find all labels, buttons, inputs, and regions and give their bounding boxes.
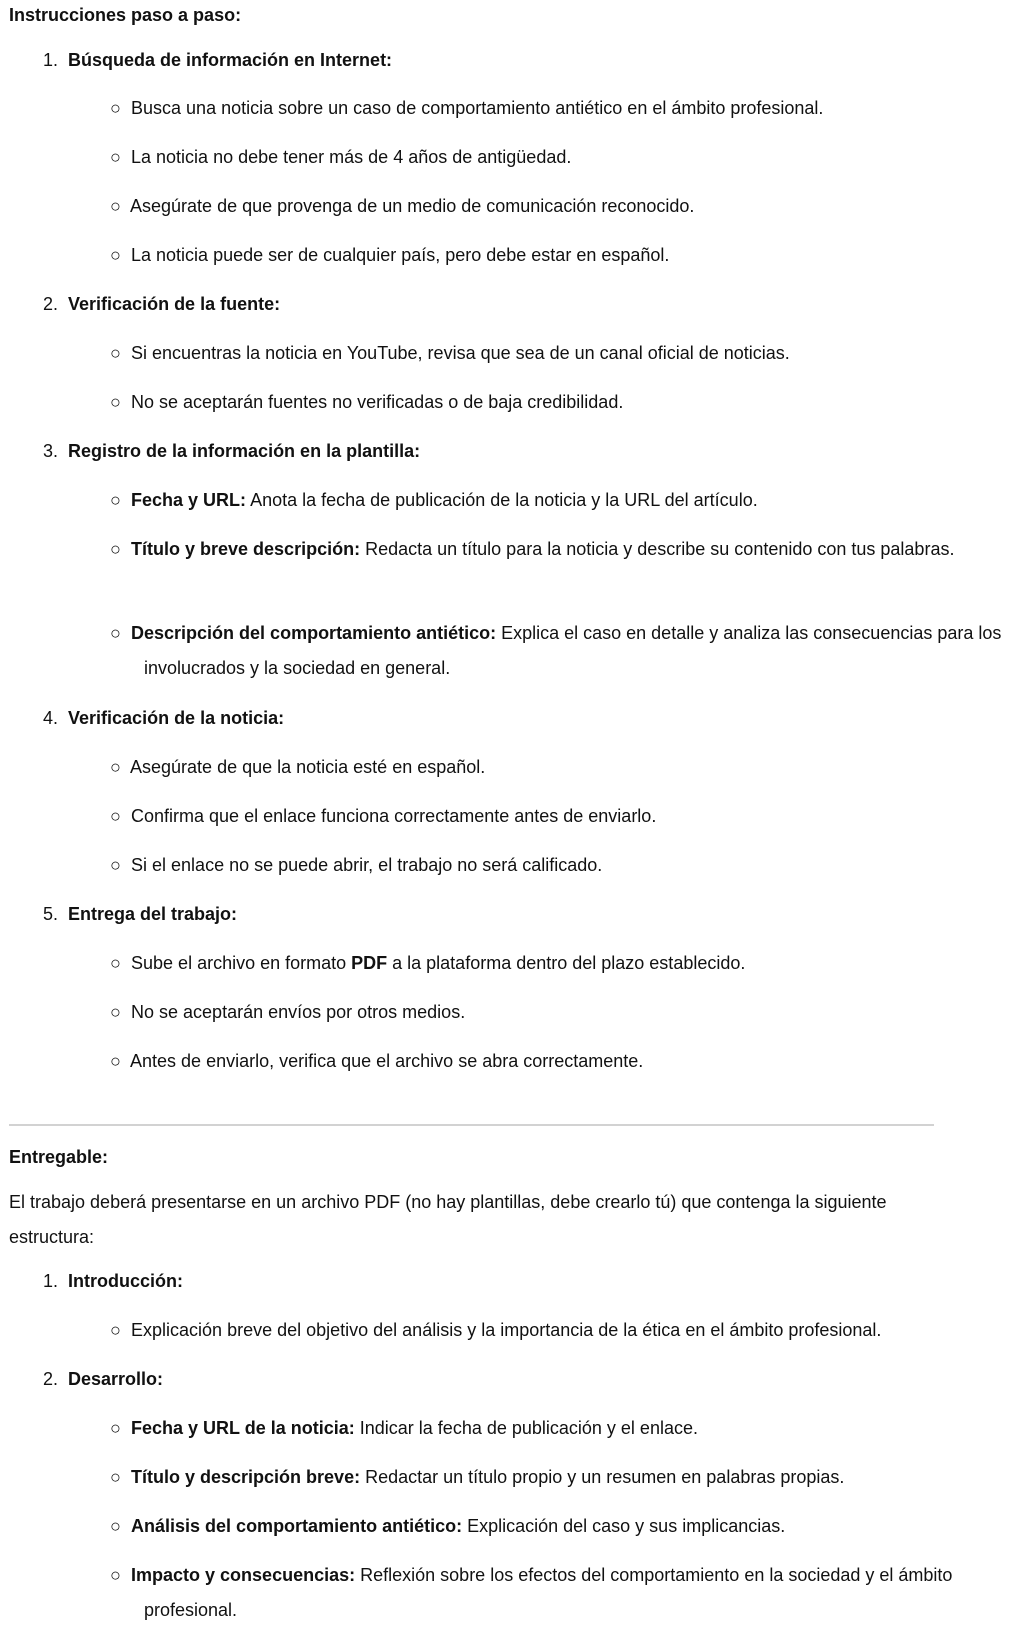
step-number: 1. bbox=[43, 50, 59, 70]
step-3 bbox=[43, 434, 420, 469]
bullet-circle-icon: ○ bbox=[110, 245, 121, 265]
step-2 bbox=[43, 287, 280, 322]
bullet-circle-icon: ○ bbox=[110, 806, 121, 826]
step-5 bbox=[43, 897, 237, 932]
bullet-item: ○ Asegúrate de que provenga de un medio de comunicación reconocido. bbox=[110, 189, 1004, 224]
section-number: 2. bbox=[43, 1369, 59, 1389]
bullet-circle-icon: ○ bbox=[110, 392, 121, 412]
section-title: Introducción: bbox=[68, 1271, 184, 1291]
deliverable-section-2 bbox=[43, 1362, 163, 1397]
bullet-item: ○ No se aceptarán envíos por otros medios. bbox=[110, 995, 1004, 1030]
bullet-item: ○ Fecha y URL: Anota la fecha de publicación de la noticia y la URL del artículo. bbox=[110, 483, 1004, 518]
bullet-circle-icon: ○ bbox=[110, 490, 121, 510]
bullet-circle-icon: ○ bbox=[110, 539, 121, 559]
bullet-circle-icon: ○ bbox=[110, 1418, 121, 1438]
deliverable-heading: Entregable: bbox=[9, 1147, 109, 1167]
deliverable-section-1 bbox=[43, 1264, 183, 1299]
bullet-circle-icon: ○ bbox=[110, 1002, 121, 1022]
bullet-item: ○ Si encuentras la noticia en YouTube, revisa que sea de un canal oficial de noticias. bbox=[110, 336, 1004, 371]
bullet-circle-icon: ○ bbox=[110, 1320, 121, 1340]
bullet-circle-icon: ○ bbox=[110, 1565, 121, 1585]
bullet-item: ○ Antes de enviarlo, verifica que el archivo se abra correctamente. bbox=[110, 1044, 1004, 1079]
bullet-item: ○ Busca una noticia sobre un caso de comportamiento antiético en el ámbito profesional. bbox=[110, 91, 1004, 126]
bullet-circle-icon: ○ bbox=[110, 623, 121, 643]
bullet-circle-icon: ○ bbox=[110, 1516, 121, 1536]
bullet-item: ○ Fecha y URL de la noticia: Indicar la fecha de publicación y el enlace. bbox=[110, 1411, 1004, 1446]
bullet-item: ○ Explicación breve del objetivo del análisis y la importancia de la ética en el ámbito profesional. bbox=[110, 1313, 1004, 1348]
bullet-circle-icon: ○ bbox=[110, 1467, 121, 1487]
step-title: Verificación de la fuente: bbox=[68, 294, 281, 314]
step-number: 5. bbox=[43, 904, 59, 924]
bullet-item: ○ Análisis del comportamiento antiético: Explicación del caso y sus implicancias. bbox=[110, 1509, 1004, 1544]
step-title: Registro de la información en la plantilla: bbox=[68, 441, 421, 461]
step-title: Verificación de la noticia: bbox=[68, 708, 285, 728]
bullet-circle-icon: ○ bbox=[110, 855, 121, 875]
bullet-item: ○ Impacto y consecuencias: Reflexión sobre los efectos del comportamiento en la sociedad y el ámbito profesional. bbox=[110, 1558, 1004, 1628]
bullet-circle-icon: ○ bbox=[110, 343, 121, 363]
bullet-item: ○ Descripción del comportamiento antiético: Explica el caso en detalle y analiza las consecuencias para los involucrados y la sociedad en general. bbox=[110, 616, 1004, 686]
section-divider bbox=[9, 1124, 934, 1126]
bullet-item: ○ Título y descripción breve: Redactar un título propio y un resumen en palabras propias. bbox=[110, 1460, 1004, 1495]
bullet-item: ○ Confirma que el enlace funciona correctamente antes de enviarlo. bbox=[110, 799, 1004, 834]
section-number: 1. bbox=[43, 1271, 59, 1291]
bullet-circle-icon: ○ bbox=[110, 196, 121, 216]
bullet-item: ○ Asegúrate de que la noticia esté en español. bbox=[110, 750, 1004, 785]
bullet-circle-icon: ○ bbox=[110, 953, 121, 973]
bullet-circle-icon: ○ bbox=[110, 1051, 121, 1071]
bullet-item: ○ Sube el archivo en formato PDF a la plataforma dentro del plazo establecido. bbox=[110, 946, 1004, 981]
step-number: 2. bbox=[43, 294, 59, 314]
bullet-item: ○ Si el enlace no se puede abrir, el trabajo no será calificado. bbox=[110, 848, 1004, 883]
bullet-circle-icon: ○ bbox=[110, 757, 121, 777]
step-title: Búsqueda de información en Internet: bbox=[68, 50, 393, 70]
section-title: Desarrollo: bbox=[68, 1369, 164, 1389]
step-number: 4. bbox=[43, 708, 59, 728]
bullet-item: ○ Título y breve descripción: Redacta un título para la noticia y describe su contenido con tus palabras. bbox=[110, 532, 1004, 567]
bullet-item: ○ La noticia puede ser de cualquier país, pero debe estar en español. bbox=[110, 238, 1004, 273]
step-1 bbox=[43, 43, 392, 78]
bullet-circle-icon: ○ bbox=[110, 147, 121, 167]
bullet-item: ○ La noticia no debe tener más de 4 años de antigüedad. bbox=[110, 140, 1004, 175]
instructions-heading: Instrucciones paso a paso: bbox=[9, 5, 242, 25]
step-title: Entrega del trabajo: bbox=[68, 904, 238, 924]
bullet-circle-icon: ○ bbox=[110, 98, 121, 118]
bullet-item: ○ No se aceptarán fuentes no verificadas o de baja credibilidad. bbox=[110, 385, 1004, 420]
step-4 bbox=[43, 701, 284, 736]
deliverable-intro: El trabajo deberá presentarse en un archivo PDF (no hay plantillas, debe crearlo tú) que contenga la siguiente estructura: bbox=[9, 1192, 887, 1247]
step-number: 3. bbox=[43, 441, 59, 461]
